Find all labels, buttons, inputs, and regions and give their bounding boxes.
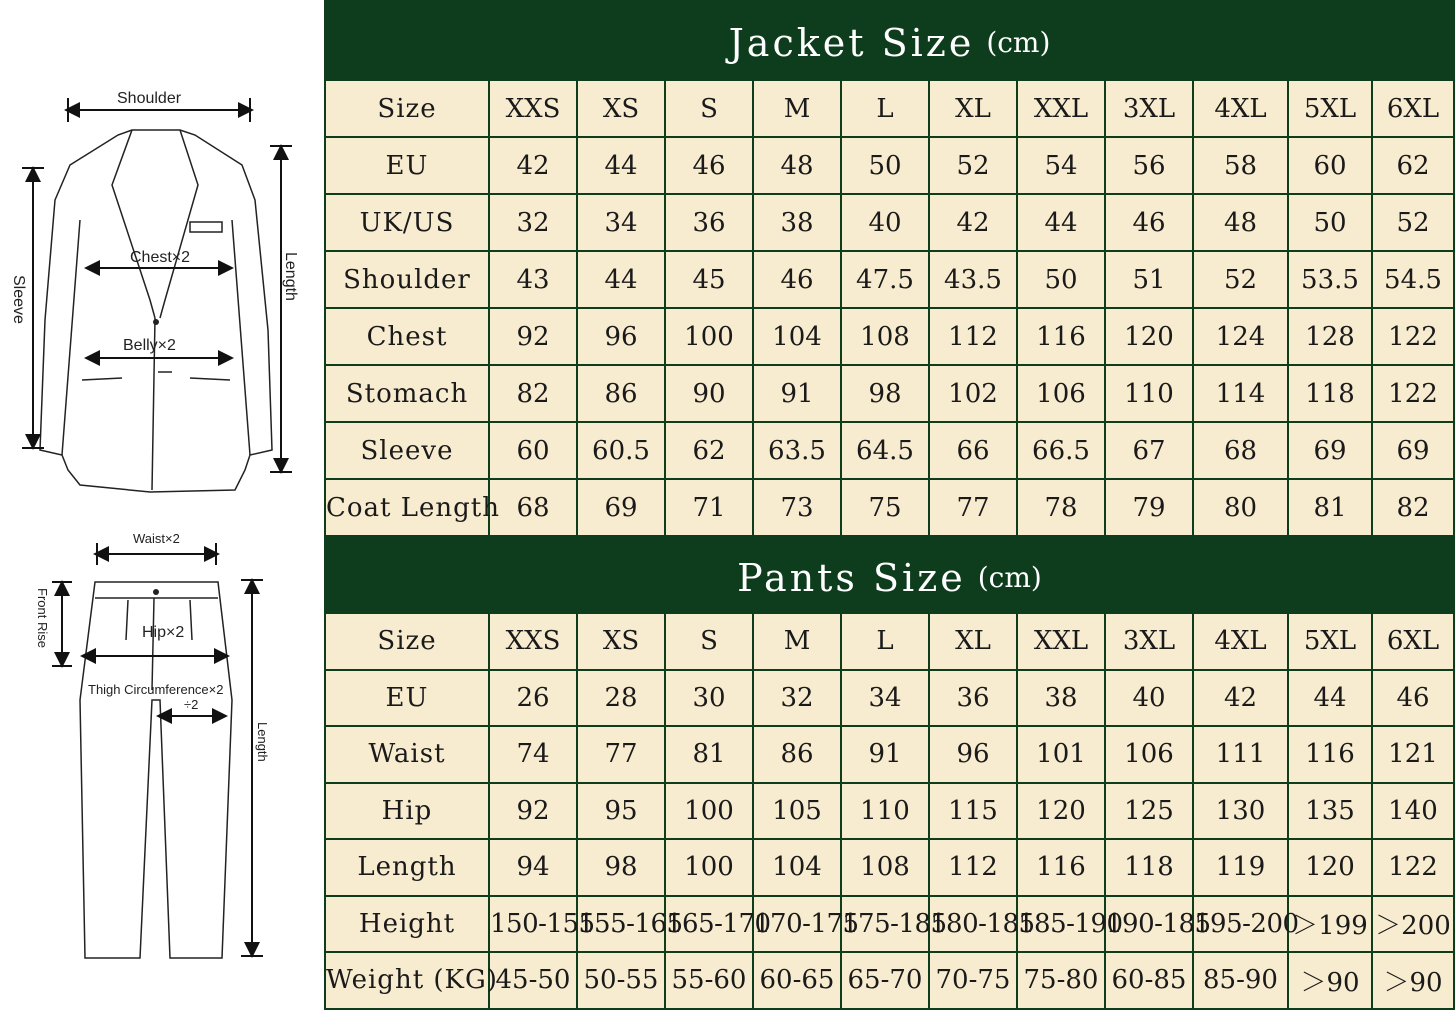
jacket-cell: XXS xyxy=(489,80,577,137)
jacket-cell: 120 xyxy=(1105,308,1193,365)
pants-cell: 120 xyxy=(1017,783,1105,840)
pants-cell: 60-65 xyxy=(753,952,841,1009)
pants-cell: 28 xyxy=(577,670,665,727)
front-rise-label: Front Rise xyxy=(35,588,50,648)
pants-cell: 119 xyxy=(1193,839,1288,896)
pants-cell: 165-170 xyxy=(665,896,753,953)
pants-row-label: Hip xyxy=(325,783,489,840)
jacket-cell: 47.5 xyxy=(841,251,929,308)
pants-row-label: Waist xyxy=(325,726,489,783)
jacket-cell: 60 xyxy=(489,422,577,479)
pants-cell: 65-70 xyxy=(841,952,929,1009)
jacket-cell: 80 xyxy=(1193,479,1288,536)
pants-row xyxy=(325,726,1454,783)
pants-cell: 46 xyxy=(1372,670,1454,727)
jacket-row-label: Shoulder xyxy=(325,251,489,308)
jacket-cell: 62 xyxy=(1372,137,1454,194)
pants-cell: 40 xyxy=(1105,670,1193,727)
jacket-cell: 38 xyxy=(753,194,841,251)
pants-cell: 115 xyxy=(929,783,1017,840)
pants-cell: 77 xyxy=(577,726,665,783)
pants-cell: 74 xyxy=(489,726,577,783)
jacket-cell: 46 xyxy=(753,251,841,308)
pants-size-table xyxy=(324,612,1455,1010)
pants-row-label: EU xyxy=(325,670,489,727)
pants-cell: 105 xyxy=(753,783,841,840)
jacket-cell: 4XL xyxy=(1193,80,1288,137)
jacket-cell: 112 xyxy=(929,308,1017,365)
jacket-cell: 62 xyxy=(665,422,753,479)
pants-cell: 185-190 xyxy=(1017,896,1105,953)
pants-cell: 5XL xyxy=(1288,613,1372,670)
jacket-cell: 45 xyxy=(665,251,753,308)
jacket-cell: 43 xyxy=(489,251,577,308)
jacket-cell: 52 xyxy=(929,137,1017,194)
jacket-size-chart xyxy=(324,0,1455,537)
pants-cell: 110 xyxy=(841,783,929,840)
pants-cell: 3XL xyxy=(1105,613,1193,670)
jacket-cell: 51 xyxy=(1105,251,1193,308)
jacket-cell: 6XL xyxy=(1372,80,1454,137)
jacket-cell: 124 xyxy=(1193,308,1288,365)
pants-cell: 150-155 xyxy=(489,896,577,953)
pants-row-label: Size xyxy=(325,613,489,670)
pants-cell: 70-75 xyxy=(929,952,1017,1009)
jacket-cell: 42 xyxy=(929,194,1017,251)
jacket-row xyxy=(325,137,1454,194)
pants-cell: 111 xyxy=(1193,726,1288,783)
jacket-cell: 114 xyxy=(1193,365,1288,422)
pants-cell: ＞90 xyxy=(1372,952,1454,1009)
pants-cell: 92 xyxy=(489,783,577,840)
pants-title-unit: (cm) xyxy=(977,561,1042,594)
jacket-cell: 52 xyxy=(1193,251,1288,308)
jacket-cell: 77 xyxy=(929,479,1017,536)
pants-cell: 121 xyxy=(1372,726,1454,783)
pants-cell: 195-200 xyxy=(1193,896,1288,953)
pants-cell: 122 xyxy=(1372,839,1454,896)
jacket-cell: 68 xyxy=(1193,422,1288,479)
pants-cell: 125 xyxy=(1105,783,1193,840)
pants-cell: 100 xyxy=(665,839,753,896)
pants-row xyxy=(325,952,1454,1009)
jacket-chart-title xyxy=(324,0,1455,79)
jacket-cell: 73 xyxy=(753,479,841,536)
jacket-cell: 54.5 xyxy=(1372,251,1454,308)
jacket-row-label: Chest xyxy=(325,308,489,365)
jacket-button xyxy=(153,319,159,325)
jacket-cell: 44 xyxy=(577,137,665,194)
pants-cell: XL xyxy=(929,613,1017,670)
pants-cell: 30 xyxy=(665,670,753,727)
pants-row xyxy=(325,896,1454,953)
chest-label: Chest×2 xyxy=(130,249,191,266)
suit-measurement-illustration xyxy=(0,0,322,1000)
pants-cell: 180-185 xyxy=(929,896,1017,953)
pants-cell: 106 xyxy=(1105,726,1193,783)
pants-cell: 190-185 xyxy=(1105,896,1193,953)
jacket-cell: 69 xyxy=(1288,422,1372,479)
jacket-cell: 92 xyxy=(489,308,577,365)
jacket-cell: 82 xyxy=(1372,479,1454,536)
jacket-cell: 48 xyxy=(1193,194,1288,251)
jacket-cell: 44 xyxy=(577,251,665,308)
jacket-title-unit: (cm) xyxy=(986,26,1051,59)
jacket-cell: M xyxy=(753,80,841,137)
jacket-cell: 91 xyxy=(753,365,841,422)
jacket-row-label: UK/US xyxy=(325,194,489,251)
pants-cell: 38 xyxy=(1017,670,1105,727)
pants-cell: 130 xyxy=(1193,783,1288,840)
jacket-cell: 75 xyxy=(841,479,929,536)
pants-row xyxy=(325,839,1454,896)
pants-cell: 104 xyxy=(753,839,841,896)
jacket-row xyxy=(325,308,1454,365)
jacket-cell: 100 xyxy=(665,308,753,365)
jacket-cell: 102 xyxy=(929,365,1017,422)
pants-cell: 116 xyxy=(1017,839,1105,896)
jacket-row xyxy=(325,422,1454,479)
waist-label: Waist×2 xyxy=(133,531,180,546)
jacket-cell: 40 xyxy=(841,194,929,251)
jacket-cell: 5XL xyxy=(1288,80,1372,137)
pants-cell: 116 xyxy=(1288,726,1372,783)
jacket-cell: 63.5 xyxy=(753,422,841,479)
jacket-cell: 110 xyxy=(1105,365,1193,422)
pants-row xyxy=(325,783,1454,840)
thigh-half-label: ÷2 xyxy=(184,697,199,712)
jacket-cell: 106 xyxy=(1017,365,1105,422)
pants-cell: 45-50 xyxy=(489,952,577,1009)
pants-cell: 6XL xyxy=(1372,613,1454,670)
pants-cell: 91 xyxy=(841,726,929,783)
jacket-cell: 122 xyxy=(1372,308,1454,365)
jacket-row-label: Size xyxy=(325,80,489,137)
pants-cell: 85-90 xyxy=(1193,952,1288,1009)
pants-cell: 42 xyxy=(1193,670,1288,727)
jacket-cell: 43.5 xyxy=(929,251,1017,308)
hip-label: Hip×2 xyxy=(142,624,185,641)
jacket-cell: S xyxy=(665,80,753,137)
pants-cell: ＞200 xyxy=(1372,896,1454,953)
jacket-cell: 36 xyxy=(665,194,753,251)
jacket-cell: 104 xyxy=(753,308,841,365)
jacket-cell: 86 xyxy=(577,365,665,422)
jacket-cell: 122 xyxy=(1372,365,1454,422)
jacket-cell: 81 xyxy=(1288,479,1372,536)
jacket-cell: 56 xyxy=(1105,137,1193,194)
jacket-cell: 50 xyxy=(1288,194,1372,251)
jacket-cell: 79 xyxy=(1105,479,1193,536)
pants-cell: 50-55 xyxy=(577,952,665,1009)
pants-chart-title xyxy=(324,537,1455,612)
sleeve-label: Sleeve xyxy=(10,275,27,324)
jacket-row xyxy=(325,479,1454,536)
jacket-outline xyxy=(40,130,272,492)
measurement-diagrams xyxy=(0,0,322,1000)
pants-row-label: Length xyxy=(325,839,489,896)
jacket-cell: 66 xyxy=(929,422,1017,479)
pants-length-label: Length xyxy=(255,722,270,762)
pants-cell: ＞199 xyxy=(1288,896,1372,953)
jacket-cell: 60.5 xyxy=(577,422,665,479)
pants-cell: 86 xyxy=(753,726,841,783)
jacket-cell: XXL xyxy=(1017,80,1105,137)
jacket-cell: 34 xyxy=(577,194,665,251)
jacket-length-label: Length xyxy=(282,252,299,301)
jacket-cell: 118 xyxy=(1288,365,1372,422)
pants-cell: S xyxy=(665,613,753,670)
jacket-cell: 52 xyxy=(1372,194,1454,251)
pants-button xyxy=(153,589,159,595)
pants-cell: XS xyxy=(577,613,665,670)
pants-cell: 34 xyxy=(841,670,929,727)
jacket-row xyxy=(325,194,1454,251)
jacket-cell: 44 xyxy=(1017,194,1105,251)
jacket-header-row xyxy=(325,80,1454,137)
jacket-cell: 98 xyxy=(841,365,929,422)
pants-cell: 75-80 xyxy=(1017,952,1105,1009)
jacket-cell: 68 xyxy=(489,479,577,536)
pants-cell: ＞90 xyxy=(1288,952,1372,1009)
pants-cell: XXL xyxy=(1017,613,1105,670)
pants-row xyxy=(325,670,1454,727)
jacket-cell: 48 xyxy=(753,137,841,194)
jacket-cell: 50 xyxy=(1017,251,1105,308)
pants-header-row xyxy=(325,613,1454,670)
jacket-cell: L xyxy=(841,80,929,137)
pants-cell: M xyxy=(753,613,841,670)
jacket-cell: 71 xyxy=(665,479,753,536)
belly-label: Belly×2 xyxy=(123,337,176,354)
shoulder-label: Shoulder xyxy=(117,90,182,107)
pants-row-label: Height xyxy=(325,896,489,953)
jacket-title-text: Jacket Size xyxy=(728,20,975,65)
pants-cell: 120 xyxy=(1288,839,1372,896)
jacket-cell: 3XL xyxy=(1105,80,1193,137)
jacket-cell: 69 xyxy=(577,479,665,536)
pants-cell: 175-185 xyxy=(841,896,929,953)
pants-size-chart xyxy=(324,537,1455,1010)
pants-cell: 26 xyxy=(489,670,577,727)
jacket-cell: 69 xyxy=(1372,422,1454,479)
pants-row-label: Weight (KG) xyxy=(325,952,489,1009)
pants-cell: 55-60 xyxy=(665,952,753,1009)
pants-cell: 96 xyxy=(929,726,1017,783)
jacket-row-label: Stomach xyxy=(325,365,489,422)
jacket-cell: 108 xyxy=(841,308,929,365)
pants-cell: 95 xyxy=(577,783,665,840)
jacket-size-table xyxy=(324,79,1455,537)
jacket-cell: 42 xyxy=(489,137,577,194)
pants-title-text: Pants Size xyxy=(737,555,966,600)
pants-cell: 100 xyxy=(665,783,753,840)
jacket-cell: 90 xyxy=(665,365,753,422)
pants-cell: 155-165 xyxy=(577,896,665,953)
pants-cell: 44 xyxy=(1288,670,1372,727)
thigh-label: Thigh Circumference×2 xyxy=(88,682,224,697)
pants-cell: 170-175 xyxy=(753,896,841,953)
jacket-cell: 116 xyxy=(1017,308,1105,365)
pants-cell: 112 xyxy=(929,839,1017,896)
pants-cell: 140 xyxy=(1372,783,1454,840)
pants-cell: XXS xyxy=(489,613,577,670)
jacket-cell: 50 xyxy=(841,137,929,194)
jacket-cell: 128 xyxy=(1288,308,1372,365)
pants-cell: 135 xyxy=(1288,783,1372,840)
pants-cell: 60-85 xyxy=(1105,952,1193,1009)
pants-cell: 101 xyxy=(1017,726,1105,783)
jacket-cell: 67 xyxy=(1105,422,1193,479)
jacket-cell: 66.5 xyxy=(1017,422,1105,479)
jacket-cell: 82 xyxy=(489,365,577,422)
pants-cell: 36 xyxy=(929,670,1017,727)
pants-cell: L xyxy=(841,613,929,670)
jacket-cell: 60 xyxy=(1288,137,1372,194)
jacket-row-label: Coat Length xyxy=(325,479,489,536)
jacket-row xyxy=(325,365,1454,422)
pants-cell: 4XL xyxy=(1193,613,1288,670)
jacket-cell: 53.5 xyxy=(1288,251,1372,308)
jacket-cell: 46 xyxy=(1105,194,1193,251)
jacket-cell: XS xyxy=(577,80,665,137)
jacket-row-label: Sleeve xyxy=(325,422,489,479)
pants-cell: 32 xyxy=(753,670,841,727)
pants-cell: 81 xyxy=(665,726,753,783)
jacket-cell: 46 xyxy=(665,137,753,194)
pants-cell: 94 xyxy=(489,839,577,896)
jacket-cell: 64.5 xyxy=(841,422,929,479)
jacket-cell: 54 xyxy=(1017,137,1105,194)
pants-cell: 108 xyxy=(841,839,929,896)
jacket-cell: XL xyxy=(929,80,1017,137)
jacket-cell: 96 xyxy=(577,308,665,365)
jacket-row xyxy=(325,251,1454,308)
jacket-cell: 58 xyxy=(1193,137,1288,194)
pants-cell: 98 xyxy=(577,839,665,896)
jacket-row-label: EU xyxy=(325,137,489,194)
jacket-cell: 32 xyxy=(489,194,577,251)
pants-cell: 118 xyxy=(1105,839,1193,896)
jacket-cell: 78 xyxy=(1017,479,1105,536)
